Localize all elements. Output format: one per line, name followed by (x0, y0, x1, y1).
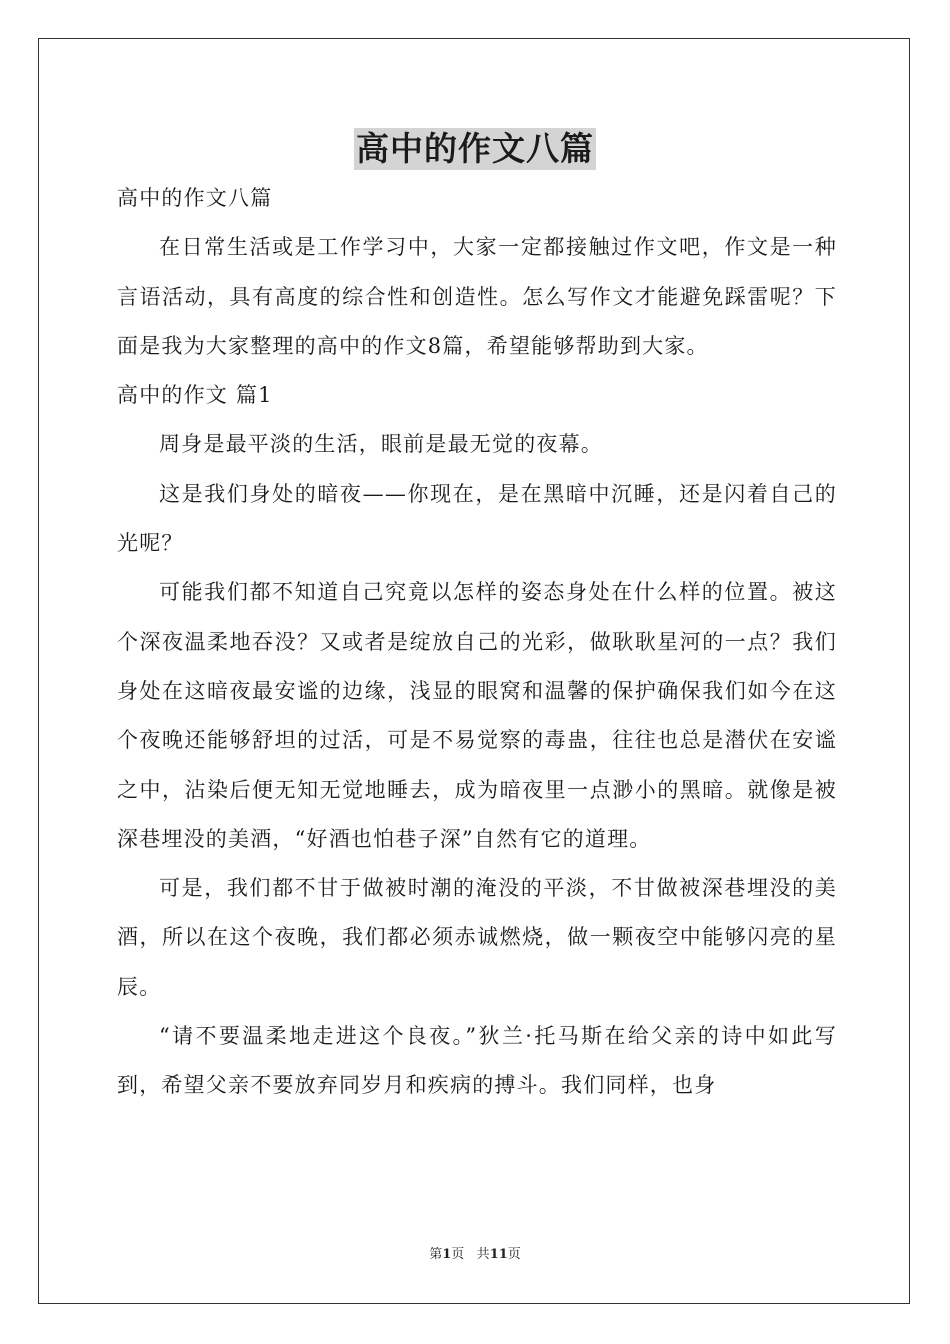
footer-total-prefix: 共 (476, 1247, 490, 1262)
total-pages: 11 (489, 1247, 508, 1262)
title-container (0, 128, 950, 170)
section-heading: 高中的作文 篇1 (117, 383, 273, 408)
body-paragraph: “请不要温柔地走进这个良夜。”狄兰·托马斯在给父亲的诗中如此写到，希望父亲不要放弃同岁月和疾病的搏斗。我们同样，也身 (117, 1024, 837, 1098)
document-body (117, 174, 837, 1111)
document-title: 高中的作文八篇 (356, 129, 594, 168)
body-paragraph: 这是我们身处的暗夜——你现在，是在黑暗中沉睡，还是闪着自己的光呢？ (117, 481, 837, 556)
footer-total-suffix: 页 (507, 1247, 521, 1262)
page-number: 1 (442, 1247, 452, 1262)
intro-paragraph: 在日常生活或是工作学习中，大家一定都接触过作文吧，作文是一种言语活动，具有高度的综合性和创造性。怎么写作文才能避免踩雷呢？下面是我为大家整理的高中的作文8篇，希望能够帮助到大家。 (117, 235, 837, 358)
body-paragraph: 可能我们都不知道自己究竟以怎样的姿态身处在什么样的位置。被这个深夜温柔地吞没？又或者是绽放自己的光彩，做耿耿星河的一点？我们身处在这暗夜最安谧的边缘，浅显的眼窝和温馨的保护确保我们如今在这个夜晚还能够舒坦的过活，可是不易觉察的毒蛊，往往也总是潜伏在安谧之中，沾染后便无知无觉地睡去，成为暗夜里一点渺小的黑暗。就像是被深巷埋没的美酒，“好酒也怕巷子深”自然有它的道理。 (117, 580, 837, 851)
footer-prefix: 第 (429, 1247, 443, 1262)
body-paragraph: 周身是最平淡的生活，眼前是最无觉的夜幕。 (159, 432, 603, 457)
document-subtitle: 高中的作文八篇 (117, 186, 273, 210)
page-footer (0, 1246, 950, 1264)
body-paragraph: 可是，我们都不甘于做被时潮的淹没的平淡，不甘做被深巷埋没的美酒，所以在这个夜晚，我们都必须赤诚燃烧，做一颗夜空中能够闪亮的星辰。 (117, 876, 837, 999)
footer-page-suffix: 页 (451, 1247, 465, 1262)
